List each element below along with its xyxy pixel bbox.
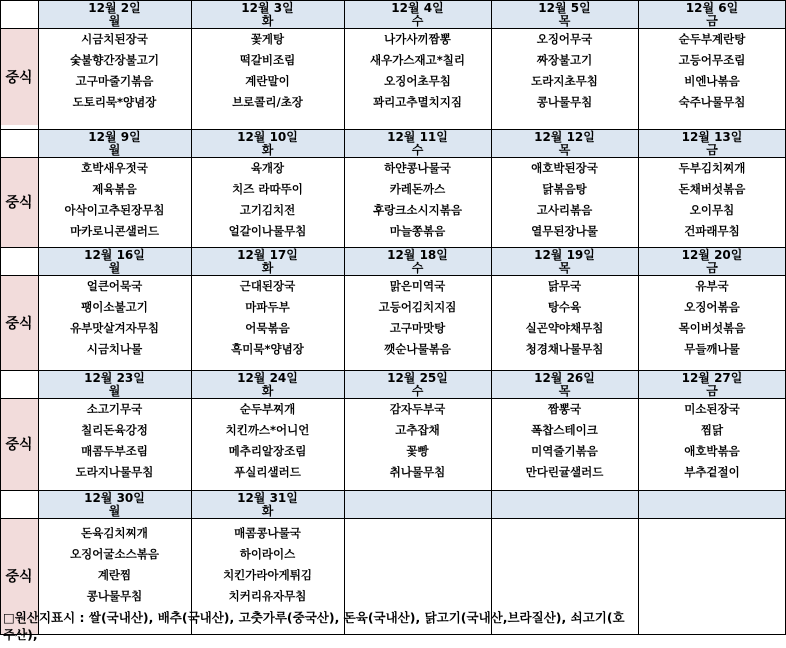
day-header — [344, 370, 491, 398]
menu-item: 도라지나물무침 — [75, 465, 154, 479]
day-menu — [344, 398, 491, 490]
menu-item: 만다린귤샐러드 — [525, 465, 604, 479]
day-date: 12월 9일 — [88, 130, 141, 144]
lunch-row-label — [0, 28, 38, 125]
menu-item: 고기김치전 — [239, 203, 296, 217]
menu-item: 두부김치찌개 — [678, 161, 746, 175]
grid-line — [0, 247, 786, 248]
menu-item: 오징어초무침 — [384, 74, 451, 88]
day-weekday: 금 — [706, 14, 718, 28]
day-header — [191, 0, 344, 28]
menu-item: 후랑크소시지볶음 — [373, 203, 462, 217]
menu-item: 꽃빵 — [406, 444, 429, 458]
menu-item: 오징어무국 — [536, 32, 593, 46]
menu-item: 찜닭 — [700, 423, 724, 437]
menu-item: 얼갈이나물무침 — [228, 224, 307, 238]
day-header — [491, 247, 638, 275]
menu-item: 유부맛살겨자무침 — [70, 321, 159, 335]
day-menu — [344, 275, 491, 370]
day-date: 12월 19일 — [534, 248, 595, 262]
menu-item: 목이버섯볶음 — [678, 321, 746, 335]
day-weekday: 목 — [558, 261, 571, 275]
menu-item: 호박새우젓국 — [81, 161, 148, 175]
menu-item: 마카로니콘샐러드 — [70, 224, 159, 238]
menu-item: 제육볶음 — [92, 182, 137, 196]
day-weekday: 화 — [261, 504, 274, 518]
menu-item: 얼큰어묵국 — [86, 279, 143, 293]
day-date: 12월 4일 — [391, 1, 444, 15]
day-date: 12월 11일 — [387, 130, 448, 144]
day-date: 12월 20일 — [681, 248, 743, 262]
lunch-row-label — [0, 275, 38, 370]
day-header — [638, 490, 786, 518]
menu-item: 나가사끼짬뽕 — [384, 32, 451, 46]
day-menu — [638, 28, 786, 125]
day-header — [38, 0, 191, 28]
menu-item: 돈채버섯볶음 — [678, 182, 746, 196]
grid-line — [0, 129, 786, 130]
menu-item: 고사리볶음 — [536, 203, 593, 217]
menu-item: 오징어볶음 — [684, 300, 740, 314]
day-date: 12월 3일 — [241, 1, 294, 15]
day-weekday: 화 — [261, 384, 274, 398]
menu-item: 미역줄기볶음 — [531, 444, 598, 458]
menu-item: 떡갈비조림 — [239, 53, 296, 67]
grid-line — [0, 275, 786, 276]
day-weekday: 수 — [411, 384, 424, 398]
day-date: 12월 30일 — [84, 491, 145, 505]
menu-item: 새우가스재고*칠리 — [370, 53, 465, 67]
grid-line — [0, 0, 1, 635]
day-date: 12월 27일 — [681, 371, 743, 385]
menu-item: 폭찹스테이크 — [531, 423, 598, 437]
grid-line — [0, 370, 786, 371]
day-date: 12월 23일 — [84, 371, 145, 385]
day-date: 12월 17일 — [237, 248, 298, 262]
day-header — [38, 370, 191, 398]
day-weekday: 월 — [108, 384, 121, 398]
day-date: 12월 6일 — [685, 1, 739, 15]
day-menu — [491, 398, 638, 490]
day-menu — [344, 157, 491, 247]
day-weekday: 월 — [108, 504, 121, 518]
day-menu — [491, 157, 638, 247]
grid-line — [491, 0, 492, 635]
menu-item: 숯불향간장불고기 — [70, 53, 159, 67]
menu-item: 오이무침 — [689, 203, 735, 217]
day-menu — [491, 275, 638, 370]
day-weekday: 수 — [411, 261, 424, 275]
day-header — [344, 490, 491, 518]
day-header — [191, 370, 344, 398]
day-weekday: 목 — [558, 14, 571, 28]
menu-item: 애호박된장국 — [531, 161, 598, 175]
menu-item: 하얀콩나물국 — [384, 161, 451, 175]
day-weekday: 화 — [261, 143, 274, 157]
day-weekday: 수 — [411, 14, 424, 28]
menu-item: 감자두부국 — [389, 402, 446, 416]
grid-line — [0, 398, 786, 399]
day-menu — [638, 157, 786, 247]
day-date: 12월 2일 — [88, 1, 141, 15]
day-weekday: 금 — [706, 261, 718, 275]
grid-line — [344, 0, 345, 635]
grid-line — [0, 157, 786, 158]
menu-item: 도라지초무침 — [531, 74, 598, 88]
day-weekday: 금 — [706, 143, 718, 157]
grid-line — [0, 0, 786, 1]
grid-line — [191, 0, 192, 635]
day-header — [38, 129, 191, 157]
menu-item: 시금치나물 — [86, 342, 143, 356]
day-menu — [38, 275, 191, 370]
day-weekday: 화 — [261, 261, 274, 275]
day-menu — [638, 398, 786, 490]
day-menu — [38, 398, 191, 490]
menu-item: 미소된장국 — [684, 402, 740, 416]
day-date: 12월 25일 — [387, 371, 448, 385]
menu-item: 탕수육 — [547, 300, 582, 314]
day-date: 12월 31일 — [237, 491, 298, 505]
grid-line — [0, 490, 786, 491]
menu-item: 열무된장나물 — [531, 224, 598, 238]
menu-item: 무들깨나물 — [684, 342, 740, 356]
day-weekday: 목 — [558, 143, 571, 157]
origin-notice-line-1: □원산지표시 : 쌀(국내산), 배추(국내산), 고춧가루(중국산), 돈육(국내산), 닭고기(국내산,브라질산), 쇠고기(호 — [3, 610, 625, 625]
menu-item: 콩나물무침 — [86, 589, 143, 603]
day-header — [344, 0, 491, 28]
lunch-label-text: 중식 — [5, 569, 33, 585]
menu-item: 꽃게탕 — [250, 32, 285, 46]
lunch-label-text: 중식 — [5, 69, 33, 86]
day-header — [191, 247, 344, 275]
menu-item: 숙주나물무침 — [678, 95, 746, 109]
lunch-label-text: 중식 — [5, 315, 33, 332]
menu-item: 맑은미역국 — [389, 279, 446, 293]
menu-item: 부추겉절이 — [684, 465, 740, 479]
menu-item: 팽이소불고기 — [81, 300, 148, 314]
menu-item: 고구마줄기볶음 — [75, 74, 154, 88]
menu-item: 청경채나물무침 — [525, 342, 604, 356]
menu-item: 푸실리샐러드 — [234, 465, 301, 479]
day-weekday: 월 — [108, 14, 121, 28]
menu-item: 매콤두부조림 — [81, 444, 148, 458]
day-header — [491, 0, 638, 28]
menu-item: 고등어무조림 — [678, 53, 746, 67]
menu-item: 소고기무국 — [86, 402, 143, 416]
menu-item: 닭무국 — [547, 279, 582, 293]
day-menu — [191, 275, 344, 370]
day-header — [191, 490, 344, 518]
day-menu — [191, 28, 344, 125]
menu-item: 고추잡채 — [395, 423, 440, 437]
menu-item: 건파래무침 — [684, 224, 740, 238]
day-weekday: 수 — [411, 143, 424, 157]
menu-item: 고구마맛탕 — [389, 321, 446, 335]
menu-item: 카레돈까스 — [389, 182, 446, 196]
day-weekday: 화 — [261, 14, 274, 28]
menu-item: 도토리묵*양념장 — [72, 95, 157, 109]
day-menu — [191, 157, 344, 247]
menu-item: 브로콜리/초장 — [232, 95, 303, 109]
day-header — [491, 129, 638, 157]
grid-line — [0, 518, 786, 519]
menu-item: 짬뽕국 — [547, 402, 582, 416]
menu-item: 근대된장국 — [239, 279, 296, 293]
menu-item: 깻순나물볶음 — [384, 342, 451, 356]
menu-item: 실곤약야채무침 — [525, 321, 604, 335]
menu-item: 하이라이스 — [239, 547, 296, 561]
menu-item: 마파두부 — [245, 300, 290, 314]
day-date: 12월 13일 — [681, 130, 743, 144]
origin-notice-line-2: 주산), — [3, 627, 38, 642]
day-menu — [38, 28, 191, 125]
day-weekday: 금 — [706, 384, 718, 398]
day-date: 12월 16일 — [84, 248, 145, 262]
menu-item: 계란찜 — [97, 568, 132, 582]
menu-item: 흑미묵*양념장 — [231, 342, 304, 356]
menu-item: 콩나물무침 — [536, 95, 593, 109]
day-date: 12월 24일 — [237, 371, 298, 385]
lunch-row-label — [0, 398, 38, 490]
day-header — [638, 370, 786, 398]
day-menu — [638, 275, 786, 370]
menu-item: 취나물무침 — [389, 465, 446, 479]
menu-item: 순두부찌개 — [239, 402, 296, 416]
day-header — [344, 129, 491, 157]
day-header — [638, 129, 786, 157]
grid-line — [0, 28, 786, 29]
menu-item: 메추리알장조림 — [228, 444, 307, 458]
menu-item: 계란말이 — [245, 74, 290, 88]
menu-item: 어묵볶음 — [245, 321, 290, 335]
day-header — [491, 370, 638, 398]
menu-item: 고등어김치지짐 — [378, 300, 457, 314]
lunch-row-label — [0, 157, 38, 247]
day-header — [38, 490, 191, 518]
menu-item: 돈육김치찌개 — [81, 526, 148, 540]
menu-item: 매콤콩나물국 — [234, 526, 301, 540]
menu-item: 애호박볶음 — [684, 444, 740, 458]
grid-line — [638, 0, 639, 635]
menu-item: 치즈 라따뚜이 — [232, 182, 303, 196]
menu-item: 짜장불고기 — [536, 53, 593, 67]
day-weekday: 월 — [108, 143, 121, 157]
menu-item: 육개장 — [250, 161, 285, 175]
menu-item: 치킨가라아게튀김 — [223, 568, 312, 582]
day-menu — [491, 28, 638, 125]
menu-item: 비엔나볶음 — [684, 74, 740, 88]
menu-item: 치킨까스*어니언 — [225, 423, 310, 437]
day-menu — [38, 157, 191, 247]
day-date: 12월 26일 — [534, 371, 595, 385]
menu-item: 꽈리고추멸치지짐 — [373, 95, 462, 109]
grid-line — [38, 0, 39, 635]
menu-item: 오징어굴소스볶음 — [70, 547, 159, 561]
menu-item: 유부국 — [695, 279, 729, 293]
day-menu — [344, 28, 491, 125]
day-date: 12월 10일 — [237, 130, 298, 144]
menu-item: 치커리유자무침 — [228, 589, 307, 603]
day-header — [344, 247, 491, 275]
day-date: 12월 18일 — [387, 248, 448, 262]
menu-item: 마늘쫑볶음 — [389, 224, 446, 238]
day-header — [491, 490, 638, 518]
origin-notice — [3, 609, 783, 643]
menu-item: 닭볶음탕 — [542, 182, 587, 196]
day-weekday: 월 — [108, 261, 121, 275]
menu-item: 칠리돈육강정 — [81, 423, 148, 437]
lunch-label-text: 중식 — [5, 437, 33, 453]
day-header — [638, 247, 786, 275]
day-weekday: 목 — [558, 384, 571, 398]
lunch-label-text: 중식 — [5, 195, 33, 211]
day-header — [38, 247, 191, 275]
menu-item: 순두부계란탕 — [678, 32, 746, 46]
day-menu — [191, 398, 344, 490]
menu-item: 시금치된장국 — [81, 32, 148, 46]
day-date: 12월 5일 — [538, 1, 591, 15]
menu-item: 아삭이고추된장무침 — [64, 203, 165, 217]
day-date: 12월 12일 — [534, 130, 595, 144]
day-header — [638, 0, 786, 28]
day-header — [191, 129, 344, 157]
